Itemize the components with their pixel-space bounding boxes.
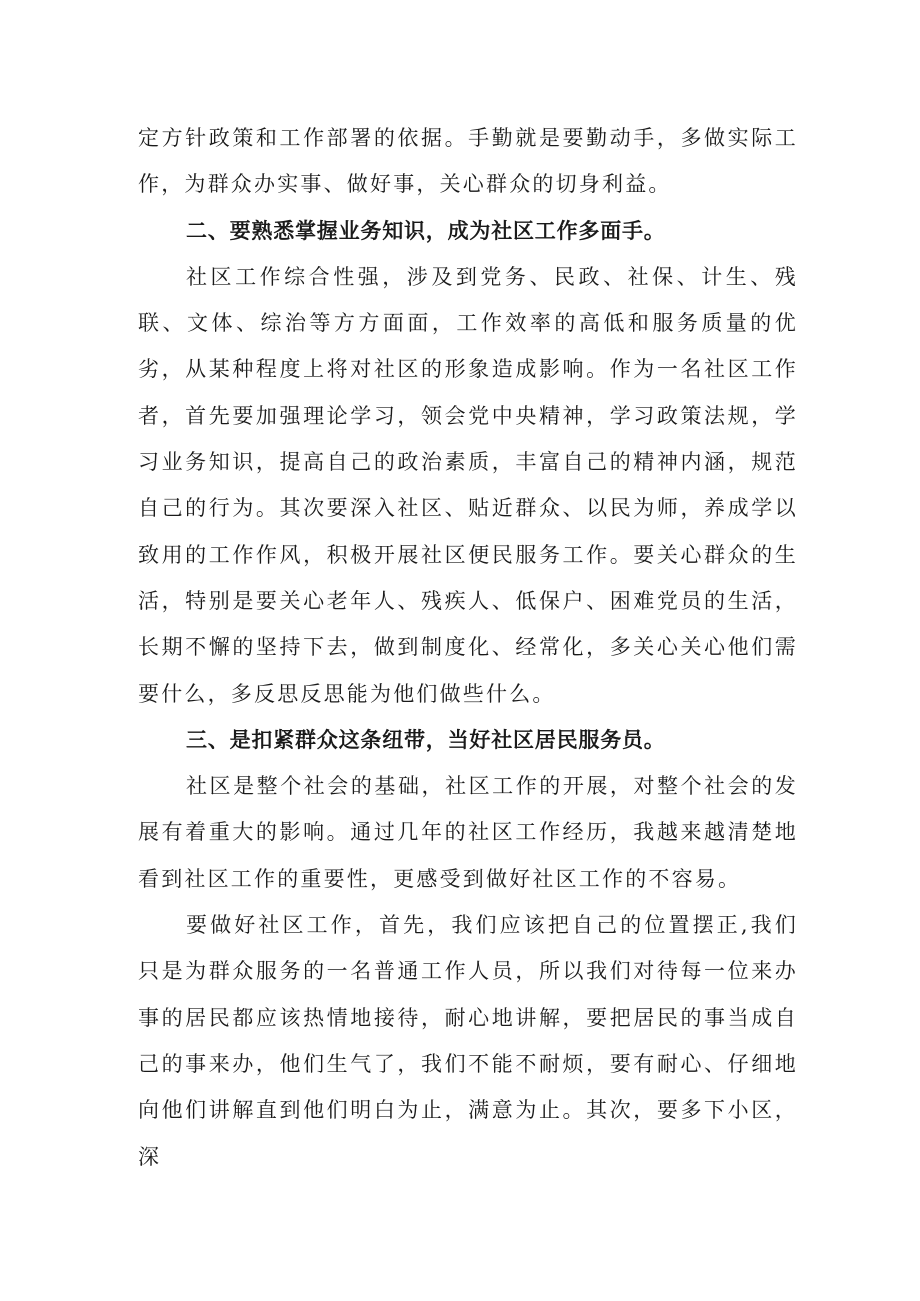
document-page xyxy=(138,115,798,1180)
section-heading-2: 二、要熟悉掌握业务知识，成为社区工作多面手。 xyxy=(186,218,666,243)
body-paragraph: 社区是整个社会的基础，社区工作的开展，对整个社会的发展有着重大的影响。通过几年的社区工作经历，我越来越清楚地看到社区工作的重要性，更感受到做好社区工作的不容易。 xyxy=(138,774,798,891)
body-paragraph: 要做好社区工作，首先，我们应该把自己的位置摆正,我们只是为群众服务的一名普通工作人员，所以我们对待每一位来办事的居民都应该热情地接待，耐心地讲解，要把居民的事当成自己的事来办，他们生气了，我们不能不耐烦，要有耐心、仔细地向他们讲解直到他们明白为止，满意为止。其次，要多下小区，深 xyxy=(138,913,798,1169)
body-paragraph: 社区工作综合性强，涉及到党务、民政、社保、计生、残联、文体、综治等方方面面，工作效率的高低和服务质量的优劣，从某种程度上将对社区的形象造成影响。作为一名社区工作者，首先要加强理论学习，领会党中央精神，学习政策法规，学习业务知识，提高自己的政治素质，丰富自己的精神内涵，规范自己的行为。其次要深入社区、贴近群众、以民为师，养成学以致用的工作作风，积极开展社区便民服务工作。要关心群众的生活，特别是要关心老年人、残疾人、低保户、困难党员的生活，长期不懈的坚持下去，做到制度化、经常化，多关心关心他们需要什么，多反思反思能为他们做些什么。 xyxy=(138,264,798,706)
body-paragraph: 定方针政策和工作部署的依据。手勤就是要勤动手，多做实际工作，为群众办实事、做好事，关心群众的切身利益。 xyxy=(138,126,798,197)
section-heading-3: 三、是扣紧群众这条纽带，当好社区居民服务员。 xyxy=(186,727,666,752)
